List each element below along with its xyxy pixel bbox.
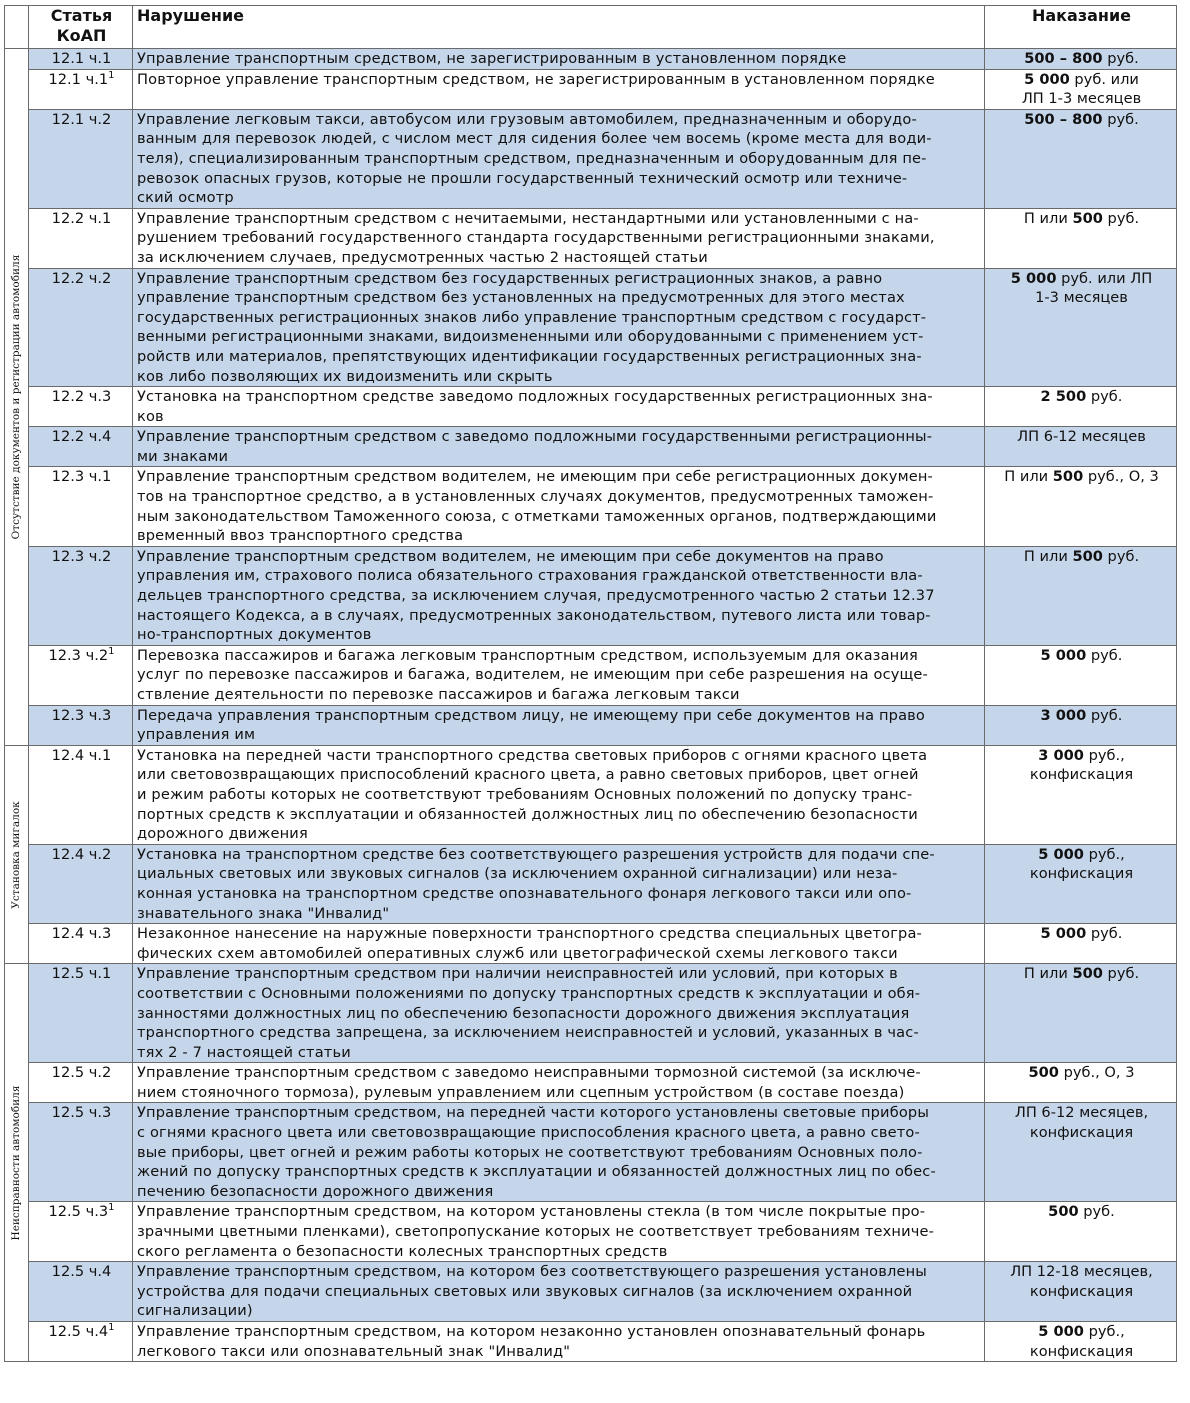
table-row	[5, 924, 1177, 964]
table-row	[5, 467, 1177, 546]
article-superscript: 1	[108, 1322, 115, 1334]
violation-line: Установка на передней части транспортного средства световых приборов с огнями красного цвета	[137, 746, 928, 764]
penalty-cell	[985, 1202, 1177, 1262]
article-number: 12.4 ч.2	[51, 845, 112, 863]
table-row	[5, 1063, 1177, 1103]
penalty-text: руб.	[1102, 965, 1140, 983]
penalty-amount: 500 – 800	[1024, 110, 1103, 128]
violation-line: печению безопасности дорожного движения	[137, 1182, 494, 1200]
violation-cell	[133, 49, 985, 70]
violation-line: государственных регистрационных знаков либо управление транспортным средством с государст-	[137, 308, 927, 326]
penalty-text: руб.	[1086, 925, 1123, 943]
penalty-amount: 5 000	[1010, 269, 1057, 287]
violation-line: Управление транспортным средством, на котором без соответствующего разрешения установлены	[137, 1263, 927, 1281]
article-number: 12.2 ч.3	[51, 388, 112, 406]
table-row	[5, 705, 1177, 745]
violation-line: управление транспортным средством без установленных на предусмотренных для этого местах	[137, 289, 905, 307]
violation-line: тов на транспортное средство, а в установленных случаях документов, предусмотренных таможен-	[137, 488, 934, 506]
table-row	[5, 109, 1177, 208]
violation-cell	[133, 645, 985, 705]
article-cell	[29, 1103, 133, 1202]
violation-line: легкового такси или опознавательный знак "Инвалид"	[137, 1342, 571, 1360]
penalty-amount: 500	[1052, 468, 1084, 486]
article-number: 12.1 ч.1	[51, 50, 112, 67]
violation-line: рушением требований государственного стандарта государственными регистрационными знаками,	[137, 229, 935, 247]
table-row	[5, 208, 1177, 268]
penalty-cell	[985, 645, 1177, 705]
table-row	[5, 645, 1177, 705]
penalty-cell	[985, 1103, 1177, 1202]
article-number: 12.4 ч.1	[51, 746, 112, 764]
violation-line: услуг по перевозке пассажиров и багажа, водителем, не имеющим при себе разрешения на осуще-	[137, 666, 928, 684]
article-cell	[29, 467, 133, 546]
article-number: 12.5 ч.3	[51, 1104, 112, 1122]
table-row	[5, 427, 1177, 467]
penalty-cell	[985, 268, 1177, 387]
fines-table	[4, 5, 1177, 1362]
penalty-cell	[985, 924, 1177, 964]
penalty-text: руб.	[1102, 547, 1140, 565]
violation-cell	[133, 844, 985, 923]
violation-line: за исключением случаев, предусмотренных частью 2 настоящей статьи	[137, 248, 708, 266]
penalty-amount: 3 000	[1038, 746, 1084, 764]
table-row	[5, 268, 1177, 387]
penalty-amount: 3 000	[1040, 706, 1087, 724]
article-number: 12.3 ч.1	[51, 468, 112, 486]
violation-line: Управление транспортным средством, на котором установлены стекла (в том числе покрытые про-	[137, 1203, 926, 1221]
penalty-text: руб.	[1086, 706, 1123, 724]
corner-cell	[5, 6, 29, 49]
penalty-cell	[985, 844, 1177, 923]
article-superscript: 1	[108, 1202, 115, 1214]
group-label: Отсутствие документов и регистрации автомобиля	[9, 254, 22, 540]
violation-line: нием стояночного тормоза), рулевым управлением или сцепным устройством (в составе поезда)	[137, 1083, 905, 1101]
article-number: 12.2 ч.1	[51, 209, 112, 227]
penalty-cell	[985, 109, 1177, 208]
violation-cell	[133, 1202, 985, 1262]
penalty-cell	[985, 467, 1177, 546]
table-row	[5, 964, 1177, 1063]
penalty-text: П или	[1023, 965, 1073, 983]
penalty-cell	[985, 1063, 1177, 1103]
table-row	[5, 546, 1177, 645]
article-cell	[29, 268, 133, 387]
violation-cell	[133, 705, 985, 745]
penalty-amount: 500	[1072, 965, 1103, 983]
penalty-amount: 500	[1028, 1064, 1059, 1082]
article-cell	[29, 109, 133, 208]
violation-line: вые приборы, цвет огней и режим работы которых не соответствуют требованиям Основных поло-	[137, 1143, 923, 1161]
violation-line: устройства для подачи специальных световых или звуковых сигналов (за исключением охранной	[137, 1282, 913, 1300]
violation-line: Управление транспортным средством водителем, не имеющим при себе документов на право	[137, 547, 884, 565]
violation-line: Установка на транспортном средстве заведомо подложных государственных регистрационных зна-	[137, 388, 933, 406]
violation-line: транспортного средства запрещена, за исключением неисправностей и условий, указанных в час-	[137, 1024, 919, 1042]
table-row	[5, 1262, 1177, 1322]
violation-cell	[133, 427, 985, 467]
article-number: 12.2 ч.4	[51, 428, 112, 446]
violation-line: управления им	[137, 726, 256, 744]
penalty-amount: 5 000	[1040, 925, 1087, 943]
penalty-text: конфискация	[1029, 1282, 1134, 1300]
group-label-cell	[5, 49, 29, 746]
violation-line: тях 2 - 7 настоящей статьи	[137, 1043, 351, 1061]
violation-cell	[133, 546, 985, 645]
article-number: 12.3 ч.3	[51, 706, 112, 724]
article-number: 12.2 ч.2	[51, 269, 112, 287]
penalty-text: П или	[1023, 547, 1073, 565]
violation-line: жений по допуску транспортных средств к эксплуатации и обязанностей должностных лиц по обес-	[137, 1163, 936, 1181]
article-cell	[29, 387, 133, 427]
violation-cell	[133, 924, 985, 964]
penalty-amount: 500	[1048, 1203, 1079, 1221]
violation-line: фических схем автомобилей оперативных служб или цветографической схемы легкового такси	[137, 944, 898, 962]
violation-line: ным законодательством Таможенного союза, с отметками таможенных органов, подтверждающими	[137, 507, 937, 525]
violation-line: портных средств к эксплуатации и обязанностей должностных лиц по обеспечению безопасности	[137, 805, 918, 823]
violation-line: Управление транспортным средством, на котором незаконно установлен опознавательный фонарь	[137, 1323, 926, 1340]
violation-cell	[133, 1063, 985, 1103]
violation-line: ского регламента о безопасности колесных транспортных средств	[137, 1242, 668, 1260]
penalty-text: П или	[1004, 468, 1053, 486]
article-number: 12.1 ч.2	[51, 110, 112, 128]
penalty-amount: 500	[1072, 209, 1103, 227]
table-row	[5, 745, 1177, 844]
article-number: 12.3 ч.2	[48, 646, 109, 664]
header-penalty: Наказание	[985, 6, 1177, 49]
article-number: 12.5 ч.4	[48, 1323, 109, 1340]
penalty-text: П или	[1023, 209, 1073, 227]
penalty-text: руб.	[1078, 1203, 1115, 1221]
article-number: 12.3 ч.2	[51, 547, 112, 565]
penalty-cell	[985, 387, 1177, 427]
violation-line: сигнализации)	[137, 1302, 253, 1320]
violation-cell	[133, 964, 985, 1063]
violation-line: ванным для перевозок людей, с числом мест для сидения более чем восемь (кроме места для води-	[137, 130, 932, 148]
penalty-cell	[985, 1322, 1177, 1362]
violation-line: Управление транспортным средством, на передней части которого установлены световые приборы	[137, 1104, 930, 1122]
article-cell	[29, 1202, 133, 1262]
violation-line: или световозвращающих приспособлений красного цвета, а равно световых приборов, цвет огней	[137, 766, 919, 784]
table-row	[5, 387, 1177, 427]
group-label-cell	[5, 964, 29, 1362]
penalty-text: руб.	[1102, 209, 1140, 227]
penalty-amount: 5 000	[1038, 845, 1084, 863]
violation-line: дорожного движения	[137, 825, 308, 843]
violation-line: соответствии с Основными положениями по допуску транспортных средств к эксплуатации и обя-	[137, 984, 921, 1002]
violation-cell	[133, 467, 985, 546]
violation-line: ми знаками	[137, 447, 229, 465]
violation-cell	[133, 387, 985, 427]
article-cell	[29, 208, 133, 268]
article-superscript: 1	[108, 69, 115, 81]
article-cell	[29, 1322, 133, 1362]
penalty-text: руб. или ЛП	[1056, 269, 1153, 287]
article-number: 12.4 ч.3	[51, 925, 112, 943]
header-row	[5, 6, 1177, 49]
violation-cell	[133, 745, 985, 844]
penalty-text: конфискация	[1029, 1124, 1134, 1142]
penalty-cell	[985, 964, 1177, 1063]
violation-line: циальных световых или звуковых сигналов (за исключением охранной сигнализации) или неза-	[137, 865, 898, 883]
violation-line: Управление транспортным средством при наличии неисправностей или условий, при которых в	[137, 965, 898, 983]
article-cell	[29, 427, 133, 467]
violation-line: Управление транспортным средством без государственных регистрационных знаков, а равно	[137, 269, 883, 287]
penalty-text: руб.	[1086, 388, 1123, 406]
violation-line: Управление транспортным средством с заведомо неисправными тормозной системой (за исключе-	[137, 1064, 921, 1082]
penalty-text: ЛП 1-3 месяцев	[1021, 90, 1142, 108]
penalty-text: конфискация	[1029, 865, 1134, 883]
violation-line: венными регистрационными знаками, видоизмененными или оборудованными с применением уст-	[137, 328, 924, 346]
penalty-cell	[985, 427, 1177, 467]
violation-line: Управление транспортным средством, не зарегистрированным в установленном порядке	[137, 50, 847, 67]
violation-line: управления им, страхового полиса обязательного страхования гражданской ответственности вла-	[137, 567, 923, 585]
violation-cell	[133, 208, 985, 268]
violation-line: настоящего Кодекса, а в случаях, предусмотренных законодательством, путевого листа или товар-	[137, 606, 931, 624]
article-cell	[29, 745, 133, 844]
penalty-text: руб.	[1102, 110, 1139, 128]
penalty-text: 1-3 месяцев	[1035, 289, 1128, 307]
violation-line: ствление деятельности по перевозке пассажиров и багажа легковым такси	[137, 686, 740, 703]
penalty-cell	[985, 69, 1177, 109]
violation-line: и режим работы которых не соответствуют требованиям Основных положений по допуску транс-	[137, 785, 913, 803]
table-row	[5, 49, 1177, 70]
penalty-cell	[985, 49, 1177, 70]
article-number: 12.5 ч.1	[51, 965, 112, 983]
article-cell	[29, 645, 133, 705]
penalty-amount: 5 000	[1024, 70, 1070, 88]
penalty-text: руб.,	[1083, 746, 1125, 764]
penalty-cell	[985, 546, 1177, 645]
header-violation: Нарушение	[133, 6, 985, 49]
table-row	[5, 1322, 1177, 1362]
penalty-text: ЛП 6-12 месяцев,	[1014, 1104, 1149, 1122]
violation-line: занностями должностных лиц по обеспечению безопасности дорожного движения эксплуатация	[137, 1004, 910, 1022]
article-number: 12.5 ч.2	[51, 1064, 112, 1082]
penalty-text: руб.,	[1083, 845, 1125, 863]
violation-line: Повторное управление транспортным средством, не зарегистрированным в установленном порядке	[137, 70, 935, 88]
table-body	[5, 49, 1177, 1362]
article-cell	[29, 1262, 133, 1322]
penalty-text: ЛП 12-18 месяцев,	[1010, 1263, 1153, 1281]
table-row	[5, 69, 1177, 109]
violation-line: ройств или материалов, препятствующих идентификации государственных регистрационных зна-	[137, 347, 922, 365]
table-row	[5, 844, 1177, 923]
penalty-text: руб.	[1102, 50, 1139, 67]
article-cell	[29, 924, 133, 964]
penalty-cell	[985, 745, 1177, 844]
penalty-cell	[985, 208, 1177, 268]
violation-line: теля), специализированным транспортным средством, предназначенным и оборудованным для пе-	[137, 149, 927, 167]
violation-line: временный ввоз транспортного средства	[137, 527, 464, 545]
group-label-cell	[5, 745, 29, 964]
violation-cell	[133, 69, 985, 109]
violation-line: Управление транспортным средством с нечитаемыми, нестандартными или установленными с на-	[137, 209, 919, 227]
penalty-amount: 2 500	[1040, 388, 1087, 406]
violation-line: ревозок опасных грузов, которые не прошли государственный технический осмотр или техниче-	[137, 169, 908, 187]
penalty-amount: 5 000	[1040, 646, 1087, 664]
penalty-cell	[985, 705, 1177, 745]
violation-line: Незаконное нанесение на наружные поверхности транспортного средства специальных цветогра-	[137, 925, 922, 943]
violation-line: дельцев транспортного средства, за исключением случая, предусмотренного частью 2 статьи 12.37	[137, 587, 935, 605]
article-cell	[29, 49, 133, 70]
violation-line: Установка на транспортном средстве без соответствующего разрешения устройств для подачи спе-	[137, 845, 935, 863]
violation-cell	[133, 1262, 985, 1322]
penalty-text: руб., О, 3	[1083, 468, 1159, 486]
article-cell	[29, 705, 133, 745]
group-label: Установка мигалок	[9, 800, 22, 909]
violation-line: ский осмотр	[137, 189, 234, 207]
penalty-text: конфискация	[1029, 1342, 1134, 1360]
article-number: 12.5 ч.3	[48, 1203, 109, 1221]
violation-line: Управление транспортным средством с заведомо подложными государственными регистрационны-	[137, 428, 933, 446]
violation-cell	[133, 109, 985, 208]
penalty-cell	[985, 1262, 1177, 1322]
table-row	[5, 1202, 1177, 1262]
violation-line: Передача управления транспортным средством лицу, не имеющему при себе документов на право	[137, 706, 926, 724]
article-cell	[29, 546, 133, 645]
article-superscript: 1	[108, 645, 115, 657]
penalty-text: руб., О, 3	[1058, 1064, 1135, 1082]
penalty-text: руб.,	[1083, 1323, 1125, 1340]
violation-line: знавательного знака "Инвалид"	[137, 904, 390, 922]
violation-line: зрачными цветными пленками), светопропускание которых не соответствует требованиям техниче-	[137, 1223, 935, 1241]
violation-line: Управление легковым такси, автобусом или грузовым автомобилем, предназначенным и оборудо-	[137, 110, 917, 128]
violation-line: ков	[137, 407, 164, 425]
article-cell	[29, 69, 133, 109]
table-row	[5, 1103, 1177, 1202]
article-cell	[29, 964, 133, 1063]
article-cell	[29, 844, 133, 923]
violation-line: но-транспортных документов	[137, 626, 372, 644]
violation-cell	[133, 268, 985, 387]
article-number: 12.5 ч.4	[51, 1263, 112, 1281]
violation-cell	[133, 1103, 985, 1202]
group-label: Неисправности автомобиля	[9, 1085, 22, 1241]
penalty-text: конфискация	[1029, 766, 1134, 784]
article-cell	[29, 1063, 133, 1103]
violation-line: Управление транспортным средством водителем, не имеющим при себе регистрационных докумен-	[137, 468, 933, 486]
violation-line: Перевозка пассажиров и багажа легковым транспортным средством, используемым для оказания	[137, 646, 918, 664]
violation-line: ков либо позволяющих их видоизменить или скрыть	[137, 367, 553, 385]
article-number: 12.1 ч.1	[48, 70, 109, 88]
violation-line: с огнями красного цвета или световозвращающие приспособления красного цвета, а равно свето-	[137, 1124, 920, 1142]
penalty-amount: 500	[1072, 547, 1103, 565]
penalty-text: руб. или	[1069, 70, 1139, 88]
violation-line: конная установка на транспортном средстве опознавательного фонаря легкового такси или опо-	[137, 884, 912, 902]
penalty-text: ЛП 6-12 месяцев	[1017, 428, 1146, 446]
penalty-text: руб.	[1086, 646, 1123, 664]
header-article: Статья КоАП	[29, 6, 133, 49]
penalty-amount: 5 000	[1038, 1323, 1084, 1340]
violation-cell	[133, 1322, 985, 1362]
penalty-amount: 500 – 800	[1024, 50, 1103, 67]
